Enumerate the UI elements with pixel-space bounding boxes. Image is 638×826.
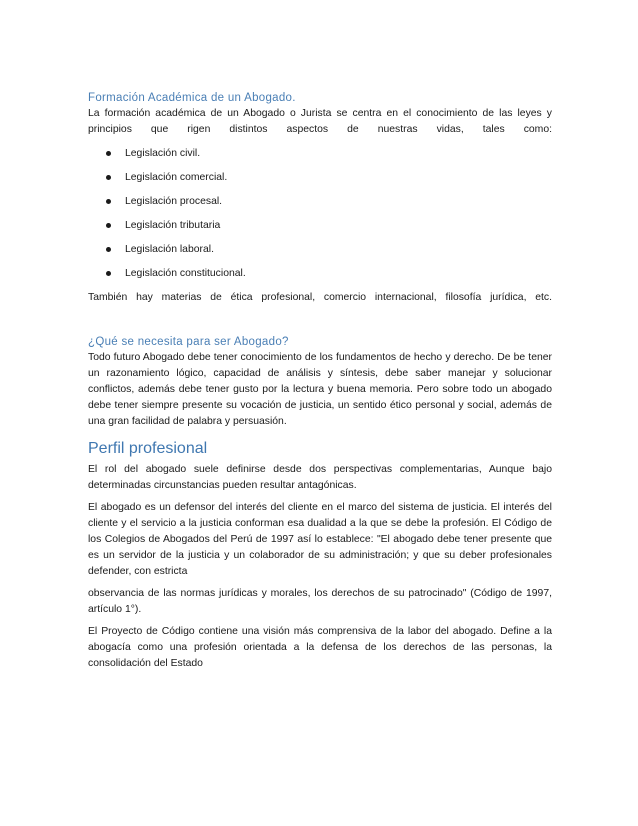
- list-item: Legislación procesal.: [88, 194, 552, 210]
- paragraph-perfil-1: El rol del abogado suele definirse desde dos perspectivas complementarias, Aunque bajo determinadas circunstancias pueden resultar antagónicas.: [88, 464, 552, 491]
- bullet-icon: [106, 199, 111, 204]
- bullet-icon: [106, 247, 111, 252]
- bullet-icon: [106, 175, 111, 180]
- bullet-icon: [106, 223, 111, 228]
- legislation-list: [88, 146, 552, 282]
- list-item: Legislación laboral.: [88, 242, 552, 258]
- bullet-icon: [106, 271, 111, 276]
- paragraph-perfil-3: observancia de las normas jurídicas y morales, los derechos de su patrocinado" (Código de 1997, artículo 1°).: [88, 588, 552, 615]
- list-item: Legislación civil.: [88, 146, 552, 162]
- list-item: Legislación comercial.: [88, 170, 552, 186]
- paragraph-intro: La formación académica de un Abogado o Jurista se centra en el conocimiento de las leyes y principios que rigen distintos aspectos de nuestras vidas, tales como:: [88, 108, 552, 135]
- list-item: Legislación tributaria: [88, 218, 552, 234]
- list-item: Legislación constitucional.: [88, 266, 552, 282]
- section-title-requisitos: ¿Qué se necesita para ser Abogado?: [88, 336, 289, 348]
- bullet-icon: [106, 151, 111, 156]
- paragraph-perfil-4: El Proyecto de Código contiene una visión más comprensiva de la labor del abogado. Define a la abogacía como una profesión orientada a la defensa de los derechos de las personas, la consolidación del Estado: [88, 626, 552, 669]
- section-title-formacion: Formación Académica de un Abogado.: [88, 92, 296, 104]
- paragraph-closing: También hay materias de ética profesional, comercio internacional, filosofía jurídica, etc.: [88, 292, 552, 303]
- paragraph-perfil-2: El abogado es un defensor del interés del cliente en el marco del sistema de justicia. El interés del cliente y el servicio a la justicia conforman esa dualidad a la que se debe la profesión. El Código de los Colegios de Abogados del Perú de 1997 así lo establece: "El abogado debe tener presente que es un servidor de la justicia y un colaborador de su administración; y que su deber profesionales defender, con estricta: [88, 502, 552, 577]
- paragraph-requisitos: Todo futuro Abogado debe tener conocimiento de los fundamentos de hecho y derecho. De be tener un razonamiento lógico, capacidad de análisis y síntesis, debe saber manejar y solucionar conflictos, además debe tener gusto por la lectura y buena memoria. Pero sobre todo un abogado debe tener siempre presente su vocación de justicia, un sentido ético personal y social, además de una gran facilidad de palabra y persuasión.: [88, 352, 552, 427]
- section-title-perfil: Perfil profesional: [88, 440, 208, 457]
